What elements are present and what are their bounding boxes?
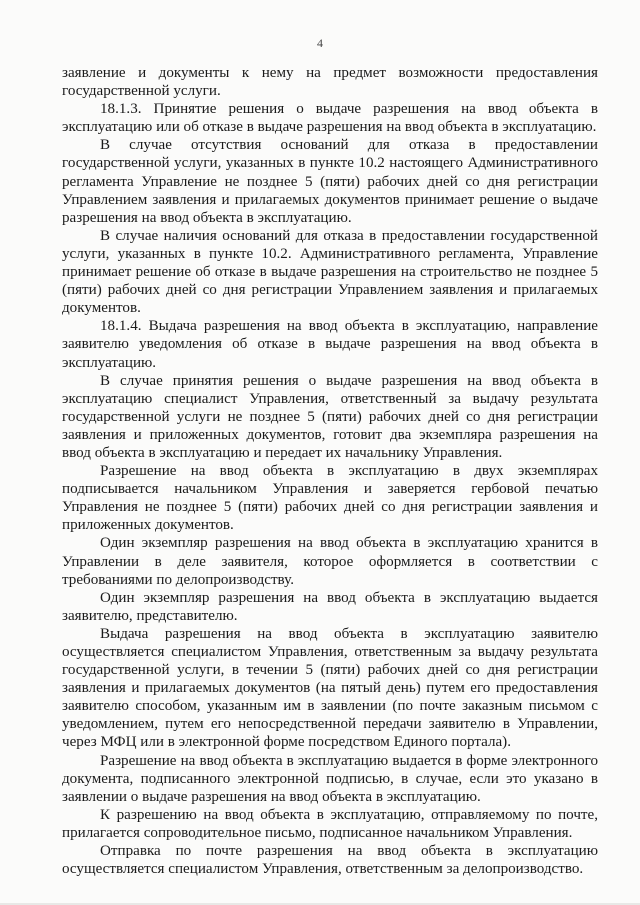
paragraph-copy-issued: Один экземпляр разрешения на ввод объекта в эксплуатацию выдается заявителю, представителю.	[62, 589, 598, 624]
paragraph-decision-prepare: В случае принятия решения о выдаче разрешения на ввод объекта в эксплуатацию специалист Управления, ответственный за выдачу результата государственной услуги не позднее 5 (пяти) рабочих дней со дня регистрации заявления и приложенных документов, готовит два экземпляра разрешения на ввод объекта в эксплуатацию и передает их начальнику Управления.	[62, 372, 598, 461]
paragraph-18-1-4: 18.1.4. Выдача разрешения на ввод объекта в эксплуатацию, направление заявителю уведомления об отказе в выдаче разрешения на ввод объекта в эксплуатацию.	[62, 318, 598, 371]
paragraph-no-grounds-refusal: В случае отсутствия оснований для отказа в предоставлении государственной услуги, указанных в пункте 10.2 настоящего Административного регламента Управление не позднее 5 (пяти) рабочих дней со дня регистрации Управлением заявления и прилагаемых документов принимает решение о выдаче разрешения на ввод объекта в эксплуатацию.	[62, 137, 598, 226]
paragraph-signing: Разрешение на ввод объекта в эксплуатацию в двух экземплярах подписывается начальником Управления и заверяется гербовой печатью Управления не позднее 5 (пяти) рабочих дней со дня регистрации заявления и приложенных документов.	[62, 463, 598, 534]
paragraph-continuation: заявление и документы к нему на предмет возможности предоставления государственной услуги.	[62, 65, 598, 100]
page-number: 4	[317, 36, 323, 50]
paragraph-18-1-3: 18.1.3. Принятие решения о выдаче разрешения на ввод объекта в эксплуатацию или об отказе в выдаче разрешения на ввод объекта в эксплуатацию.	[62, 101, 598, 136]
paragraph-electronic-form: Разрешение на ввод объекта в эксплуатацию выдается в форме электронного документа, подписанного электронной подписью, в случае, если это указано в заявлении о выдаче разрешения на ввод объекта в эксплуатацию.	[62, 752, 598, 805]
paragraph-issuance: Выдача разрешения на ввод объекта в эксплуатацию заявителю осуществляется специалистом Управления, ответственным за выдачу результата государственной услуги, в течении 5 (пяти) рабочих дней со дня регистрации заявления и прилагаемых документов (на пятый день) путем его предоставления заявителю способом, указанным им в заявлении (по почте заказным письмом с уведомлением, путем его непосредственной передачи заявителю в Управлении, через МФЦ или в электронной форме посредством Единого портала).	[62, 625, 598, 751]
paragraph-cover-letter: К разрешению на ввод объекта в эксплуатацию, отправляемому по почте, прилагается сопроводительное письмо, подписанное начальником Управления.	[62, 806, 598, 841]
paragraph-mailing: Отправка по почте разрешения на ввод объекта в эксплуатацию осуществляется специалистом Управления, ответственным за делопроизводство.	[62, 843, 598, 878]
paragraph-grounds-refusal: В случае наличия оснований для отказа в предоставлении государственной услуги, указанных в пункте 10.2. Административного регламента, Управление принимает решение об отказе в выдаче разрешения на строительство не позднее 5 (пяти) рабочих дней со дня регистрации Управлением заявления и прилагаемых документов.	[62, 227, 598, 317]
document-body	[62, 64, 598, 878]
paragraph-copy-stored: Один экземпляр разрешения на ввод объекта в эксплуатацию хранится в Управлении в деле заявителя, которое оформляется в соответствии с требованиями по делопроизводству.	[62, 535, 598, 588]
